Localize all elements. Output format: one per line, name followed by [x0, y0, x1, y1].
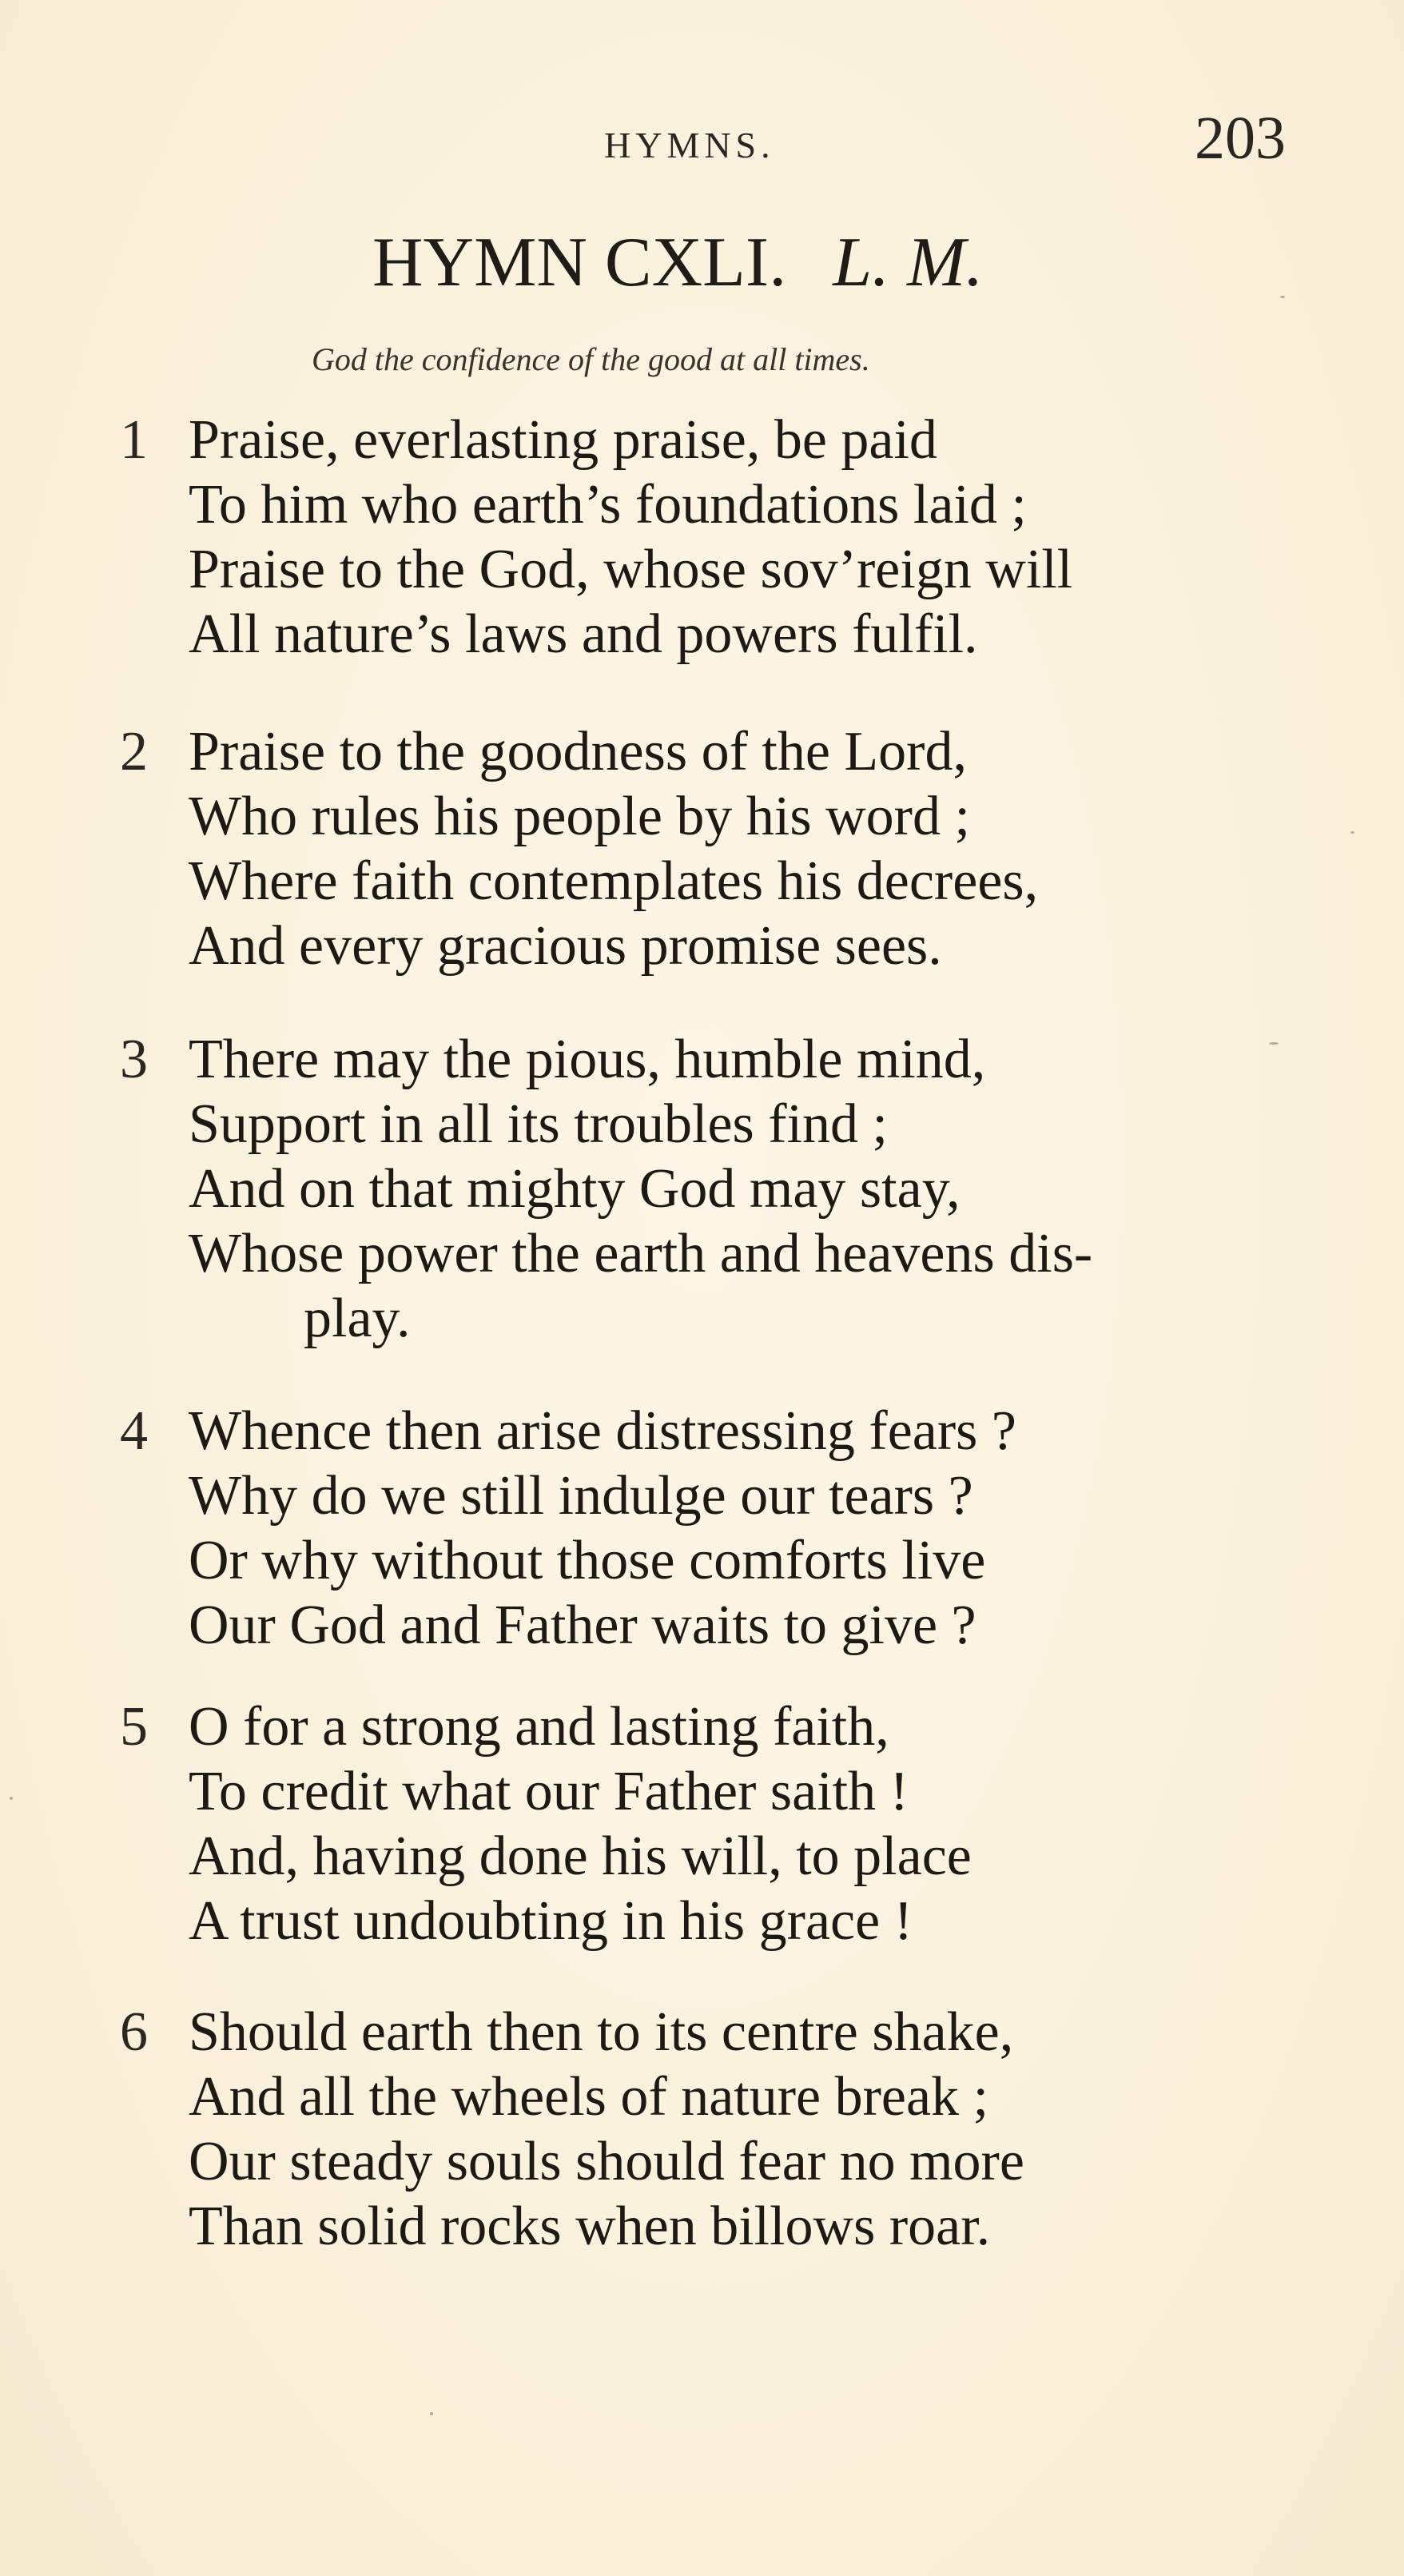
verse-line: Praise, everlasting praise, be paid [189, 409, 937, 471]
verse-line: Than solid rocks when billows roar. [189, 2196, 991, 2257]
verse-line: To him who earth’s foundations laid ; [189, 474, 1027, 536]
verse-line: Our God and Father waits to give ? [189, 1595, 976, 1656]
hymn-meter: L. M. [833, 224, 984, 301]
stanza-number: 6 [120, 2001, 148, 2063]
verse-line: All nature’s laws and powers fulfil. [189, 603, 978, 665]
stanza-number: 1 [120, 409, 148, 471]
running-head: HYMNS. [604, 125, 775, 165]
stanza-number: 3 [120, 1029, 148, 1090]
stanza-number: 2 [120, 721, 148, 782]
verse-line: Or why without those comforts live [189, 1530, 986, 1591]
verse-line: And on that mighty God may stay, [189, 1158, 961, 1220]
verse-line: And all the wheels of nature break ; [189, 2066, 989, 2128]
stanza-number: 4 [120, 1400, 148, 1462]
verse-line: O for a strong and lasting faith, [189, 1696, 889, 1758]
verse-line: There may the pious, humble mind, [189, 1029, 986, 1090]
paper-speck [430, 2412, 433, 2415]
verse-line: Whence then arise distressing fears ? [189, 1400, 1016, 1462]
page-number: 203 [1195, 105, 1286, 172]
paper-speck [1280, 296, 1285, 298]
verse-line: And every gracious promise sees. [189, 915, 942, 977]
verse-line-continuation: play. [304, 1288, 411, 1349]
verse-line: A trust undoubting in his grace ! [189, 1890, 913, 1952]
verse-line: Support in all its troubles find ; [189, 1093, 888, 1155]
verse-line: Our steady souls should fear no more [189, 2131, 1024, 2192]
paper-speck [1350, 831, 1354, 834]
verse-line: To credit what our Father saith ! [189, 1761, 909, 1822]
verse-line: Should earth then to its centre shake, [189, 2001, 1014, 2063]
verse-line: Whose power the earth and heavens dis- [189, 1223, 1093, 1284]
verse-line: Praise to the goodness of the Lord, [189, 721, 967, 782]
verse-line: Where faith contemplates his decrees, [189, 850, 1039, 912]
verse-line: And, having done his will, to place [189, 1825, 972, 1887]
hymn-title [372, 222, 983, 303]
paper-speck [10, 1797, 13, 1800]
paper-speck [1269, 1042, 1279, 1045]
verse-line: Who rules his people by his word ; [189, 786, 970, 847]
verse-line: Why do we still indulge our tears ? [189, 1465, 973, 1527]
stanza-number: 5 [120, 1696, 148, 1758]
verse-line: Praise to the God, whose sov’reign will [189, 539, 1073, 600]
hymn-number: HYMN CXLI. [372, 224, 787, 301]
hymn-subtitle: God the confidence of the good at all times. [312, 341, 870, 377]
